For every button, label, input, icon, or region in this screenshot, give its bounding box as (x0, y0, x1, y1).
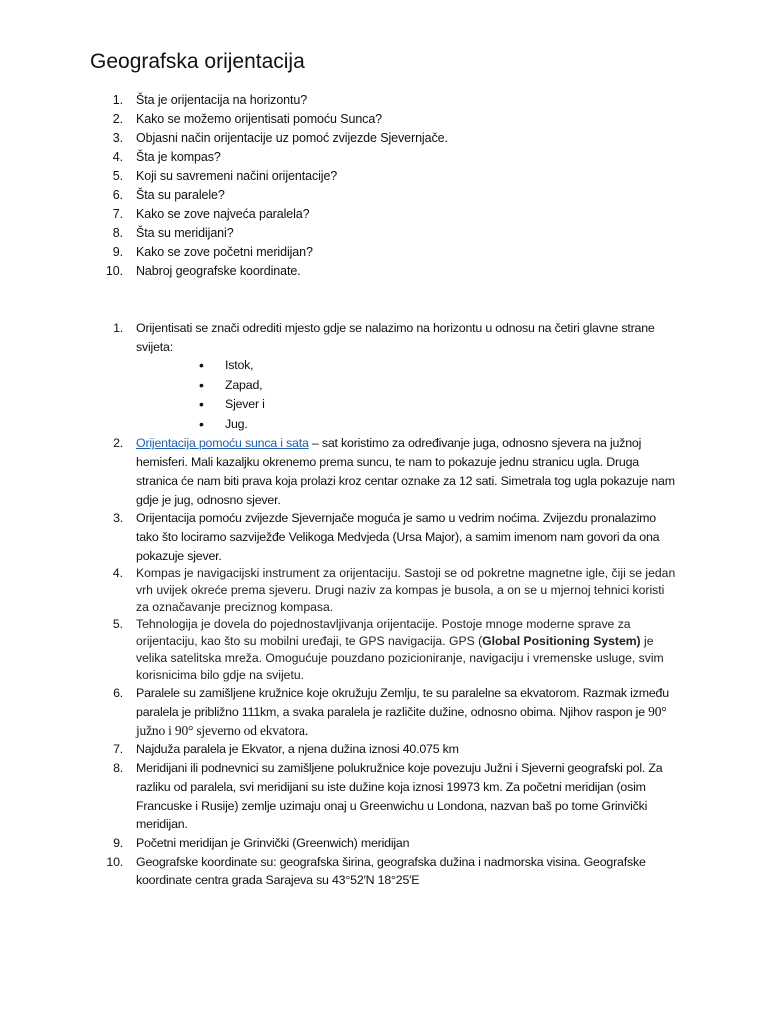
answer-item (0, 565, 676, 616)
bullet-item: • Jug. (136, 415, 676, 435)
question-text: Nabroj geografske koordinate. (136, 264, 301, 278)
question-item (0, 110, 768, 129)
question-text: Objasni način orijentacije uz pomoć zvijezde Sjevernjače. (136, 131, 448, 145)
question-text: Šta su meridijani? (136, 226, 234, 240)
item-number: 6. (113, 686, 123, 701)
item-number: 1. (112, 93, 123, 107)
item-number: 5. (112, 169, 123, 183)
question-item (0, 243, 768, 262)
answer-item (0, 740, 676, 759)
item-number: 4. (112, 566, 123, 581)
answer-text: Početni meridijan je Grinvički (Greenwich) meridijan (136, 835, 410, 850)
item-number: 2. (112, 112, 123, 126)
answer-item (0, 834, 676, 853)
item-number: 8. (112, 226, 123, 240)
question-item (0, 262, 768, 281)
question-item (0, 205, 768, 224)
gps-bold-term: Global Positioning System) (482, 634, 641, 649)
item-number: 4. (112, 150, 123, 164)
answer-text: Paralele su zamišljene kružnice koje okružuju Zemlju, te su paralelne sa ekvatorom. Razmak između paralela je približno 111km, a svaka paralela je različite dužine, odnosno obima. Njihov raspon je (136, 686, 669, 720)
answer-text: Najduža paralela je Ekvator, a njena dužina iznosi (136, 742, 403, 757)
answer-item (0, 759, 676, 834)
question-text: Šta su paralele? (136, 188, 225, 202)
answer-text: je velika satelitska mreža. Omogućuje pouzdano pozicioniranje, navigaciju i vremenske usluge, svim korisnicima bilo gdje na svijetu. (136, 634, 664, 683)
item-number: 3. (113, 511, 123, 526)
item-number: 3. (112, 131, 123, 145)
item-number: 6. (112, 188, 123, 202)
question-item (0, 224, 768, 243)
questions-list (0, 91, 768, 281)
answer-item (0, 853, 676, 890)
answer-text: Tehnologija je dovela do pojednostavljivanja orijentacije. Postoje mnoge moderne sprave za orijentaciju, kao što su mobilni uređaji, te GPS navigacija. GPS ( (136, 617, 631, 649)
answer-text: Kompas je navigacijski instrument za orijentaciju. Sastoji se od pokretne magnetne igle, čiji se jedan vrh uvijek okreće prema sjeveru. Drugi naziv za kompas je busola, a on se u mjernoj tehnici koristi za označavanje preciznog kompasa. (136, 566, 676, 615)
item-number: 10. (105, 264, 123, 278)
answer-item (0, 616, 676, 684)
question-item (0, 91, 768, 110)
question-item (0, 129, 768, 148)
question-item (0, 167, 768, 186)
answer-item (0, 509, 676, 565)
answer-text-serif: 90° južno i 90° sjeverno od ekvatora. (136, 704, 667, 738)
question-text: Koji su savremeni načini orijentacije? (136, 169, 338, 183)
answer-text: Orijentisati se znači odrediti mjesto gdje se nalazimo na horizontu u odnosu na četiri glavne strane svijeta: (136, 321, 655, 354)
item-number: 10. (106, 854, 123, 869)
question-text: Kako se možemo orijentisati pomoću Sunca? (136, 112, 383, 126)
bullet-item: • Zapad, (136, 376, 676, 396)
answer-text: Meridijani ili podnevnici su zamišljene polukružnice koje povezuju Južni i Sjeverni geografski pol. Za razliku od paralela, svi meridijani su iste dužine koja iznosi 19973 km. Za početni meridijan (osim Francuske i Rusije) zemlje uzimaju onaj u Greenwichu u Londona, nazvan baš po tome Grinvički meridijan. (136, 761, 663, 832)
bullet-item: • Istok, (136, 356, 676, 376)
bullet-list (136, 356, 676, 434)
question-text: Kako se zove najveća paralela? (136, 207, 310, 221)
item-number: 7. (113, 742, 123, 757)
answer-text: Orijentacija pomoću zvijezde Sjevernjače moguća je samo u vedrim noćima. Zvijezdu pronalazimo tako što lociramo sazviježđe Velikoga Medvjeda (Ursa Major), a samim imenom nam govori da ona pokazuje sjever. (136, 511, 660, 563)
item-number: 8. (113, 761, 123, 776)
page-title: Geografska orijentacija (90, 50, 305, 73)
item-number: 9. (113, 835, 123, 850)
question-item (0, 186, 768, 205)
answer-text: – sat koristimo za određivanje juga, odnosno sjevera na južnoj hemisferi. Mali kazaljku okrenemo prema suncu, te nam to pokazuje jednu stranicu ugla. Druga stranica će nam biti prava koja prolazi kroz centar oznake za 12 sati. Simetrala tog ugla pokazuje nam gdje je jug, odnosno sjever. (136, 436, 675, 507)
answer-text: Geografske koordinate su: geografska širina, geografska dužina i nadmorska visina. Geografske koordinate centra grada Sarajeva su 43°52′N 18°25′E (136, 854, 646, 888)
question-text: Šta je kompas? (136, 150, 221, 164)
item-number: 7. (112, 207, 123, 221)
item-number: 1. (113, 321, 123, 335)
question-text: Šta je orijentacija na horizontu? (136, 93, 308, 107)
answer-item (0, 684, 676, 740)
equator-length: 40.075 km (402, 742, 459, 757)
bullet-item: • Sjever i (136, 395, 676, 415)
answer-item (0, 434, 676, 509)
question-text: Kako se zove početni meridijan? (136, 245, 313, 259)
item-number: 5. (112, 617, 123, 632)
sun-watch-link[interactable]: Orijentacija pomoću sunca i sata (136, 436, 309, 451)
question-item (0, 148, 768, 167)
answer-item (0, 319, 676, 434)
item-number: 2. (113, 436, 123, 451)
answers-list (0, 319, 768, 890)
item-number: 9. (112, 245, 123, 259)
